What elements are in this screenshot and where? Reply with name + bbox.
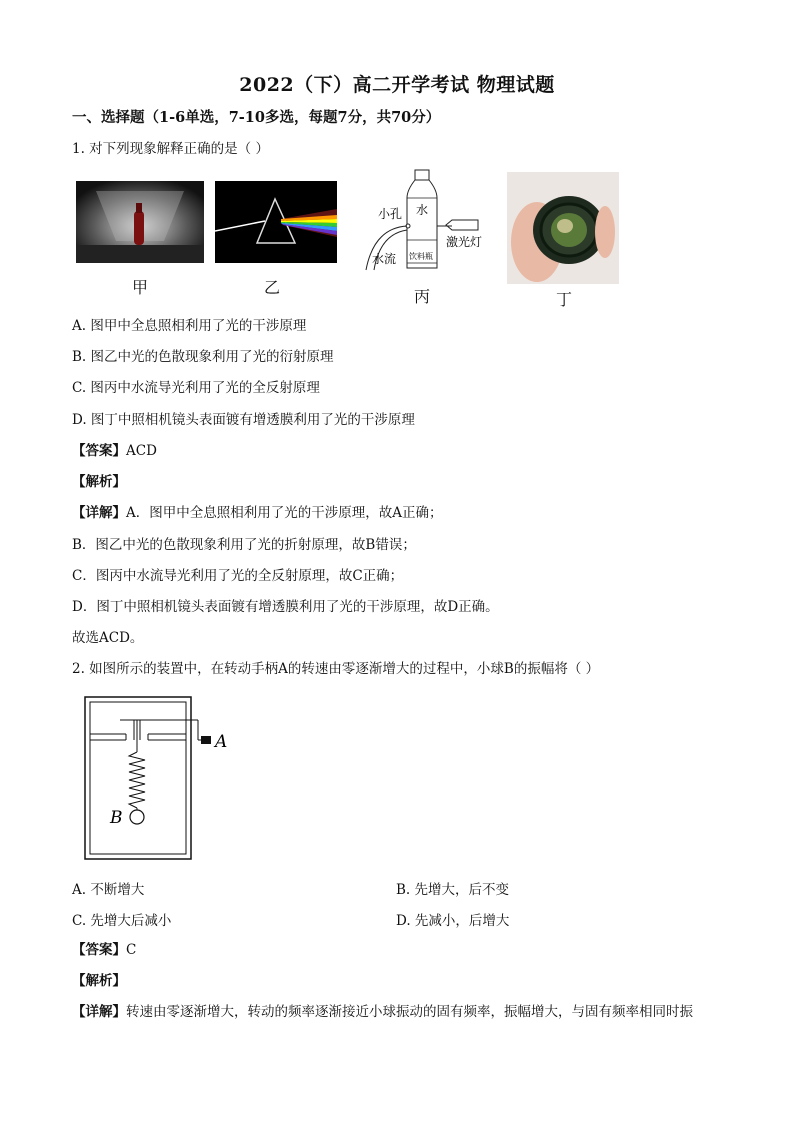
q2-option-b: B. 先增大，后不变 [396, 882, 510, 898]
label-water: 水 [416, 203, 429, 217]
q1-detail-2: B．图乙中光的色散现象利用了光的折射原理，故B错误； [72, 537, 416, 553]
label-bottle: 饮料瓶 [409, 252, 433, 261]
prism-photo [215, 181, 337, 263]
q1-detail-1 [72, 503, 443, 523]
detail-tag: 【详解】 [72, 505, 126, 521]
lens-photo [507, 172, 619, 284]
label-handle-a: A [215, 732, 228, 752]
question-1-stem: 1. 对下列现象解释正确的是（ ） [72, 141, 269, 157]
q1-option-c: C. 图丙中水流导光利用了光的全反射原理 [72, 380, 320, 396]
label-ball-b: B [110, 808, 123, 828]
figure-lens-image [507, 172, 619, 284]
answer-tag: 【答案】 [72, 443, 126, 459]
answer-tag: 【答案】 [72, 942, 126, 958]
figure-hologram-image [76, 181, 204, 263]
q2-option-a: A. 不断增大 [72, 882, 145, 898]
q1-detail-3: C．图丙中水流导光利用了光的全反射原理，故C正确； [72, 568, 404, 584]
q2-answer [72, 940, 136, 960]
caption-yi: 乙 [263, 278, 280, 297]
q1-answer [72, 441, 157, 461]
q1-conclusion: 故选ACD。 [72, 630, 144, 646]
label-stream: 水流 [372, 252, 397, 266]
q1-analysis-tag: 【解析】 [72, 474, 126, 490]
q1-detail-4: D．图丁中照相机镜头表面镀有增透膜利用了光的干涉原理，故D正确。 [72, 599, 499, 615]
hologram-photo [76, 181, 204, 263]
detail-text: A．图甲中全息照相利用了光的干涉原理，故A正确； [126, 505, 443, 521]
caption-bing: 丙 [413, 287, 430, 306]
q2-option-d: D. 先减小，后增大 [396, 913, 510, 929]
figure-prism-image [215, 181, 337, 263]
spring-diagram [84, 696, 244, 862]
caption-ding: 丁 [555, 290, 572, 309]
q2-detail [72, 1002, 693, 1022]
caption-jia: 甲 [131, 278, 148, 297]
q1-option-d: D. 图丁中照相机镜头表面镀有增透膜利用了光的干涉原理 [72, 412, 415, 428]
label-hole: 小孔 [378, 207, 403, 221]
figure-spring-device [84, 696, 244, 862]
page-title: 2022（下）高二开学考试 物理试题 [239, 74, 555, 96]
figure-bottle-diagram [360, 168, 490, 273]
bottle-diagram [360, 168, 490, 273]
label-laser: 激光灯 [446, 235, 483, 249]
question-2-stem: 2. 如图所示的装置中，在转动手柄A的转速由零逐渐增大的过程中，小球B的振幅将（ ） [72, 661, 600, 677]
q2-option-c: C. 先增大后减小 [72, 913, 172, 929]
q1-option-a: A. 图甲中全息照相利用了光的干涉原理 [72, 318, 307, 334]
detail-tag: 【详解】 [72, 1004, 126, 1020]
detail-text: 转速由零逐渐增大，转动的频率逐渐接近小球振动的固有频率，振幅增大，与固有频率相同时振 [126, 1004, 693, 1020]
q1-option-b: B. 图乙中光的色散现象利用了光的衍射原理 [72, 349, 334, 365]
q2-analysis-tag: 【解析】 [72, 973, 126, 989]
section-heading: 一、选择题（1-6单选，7-10多选，每题7分，共70分） [72, 109, 441, 126]
answer-value: ACD [126, 443, 157, 459]
answer-value: C [126, 942, 137, 958]
